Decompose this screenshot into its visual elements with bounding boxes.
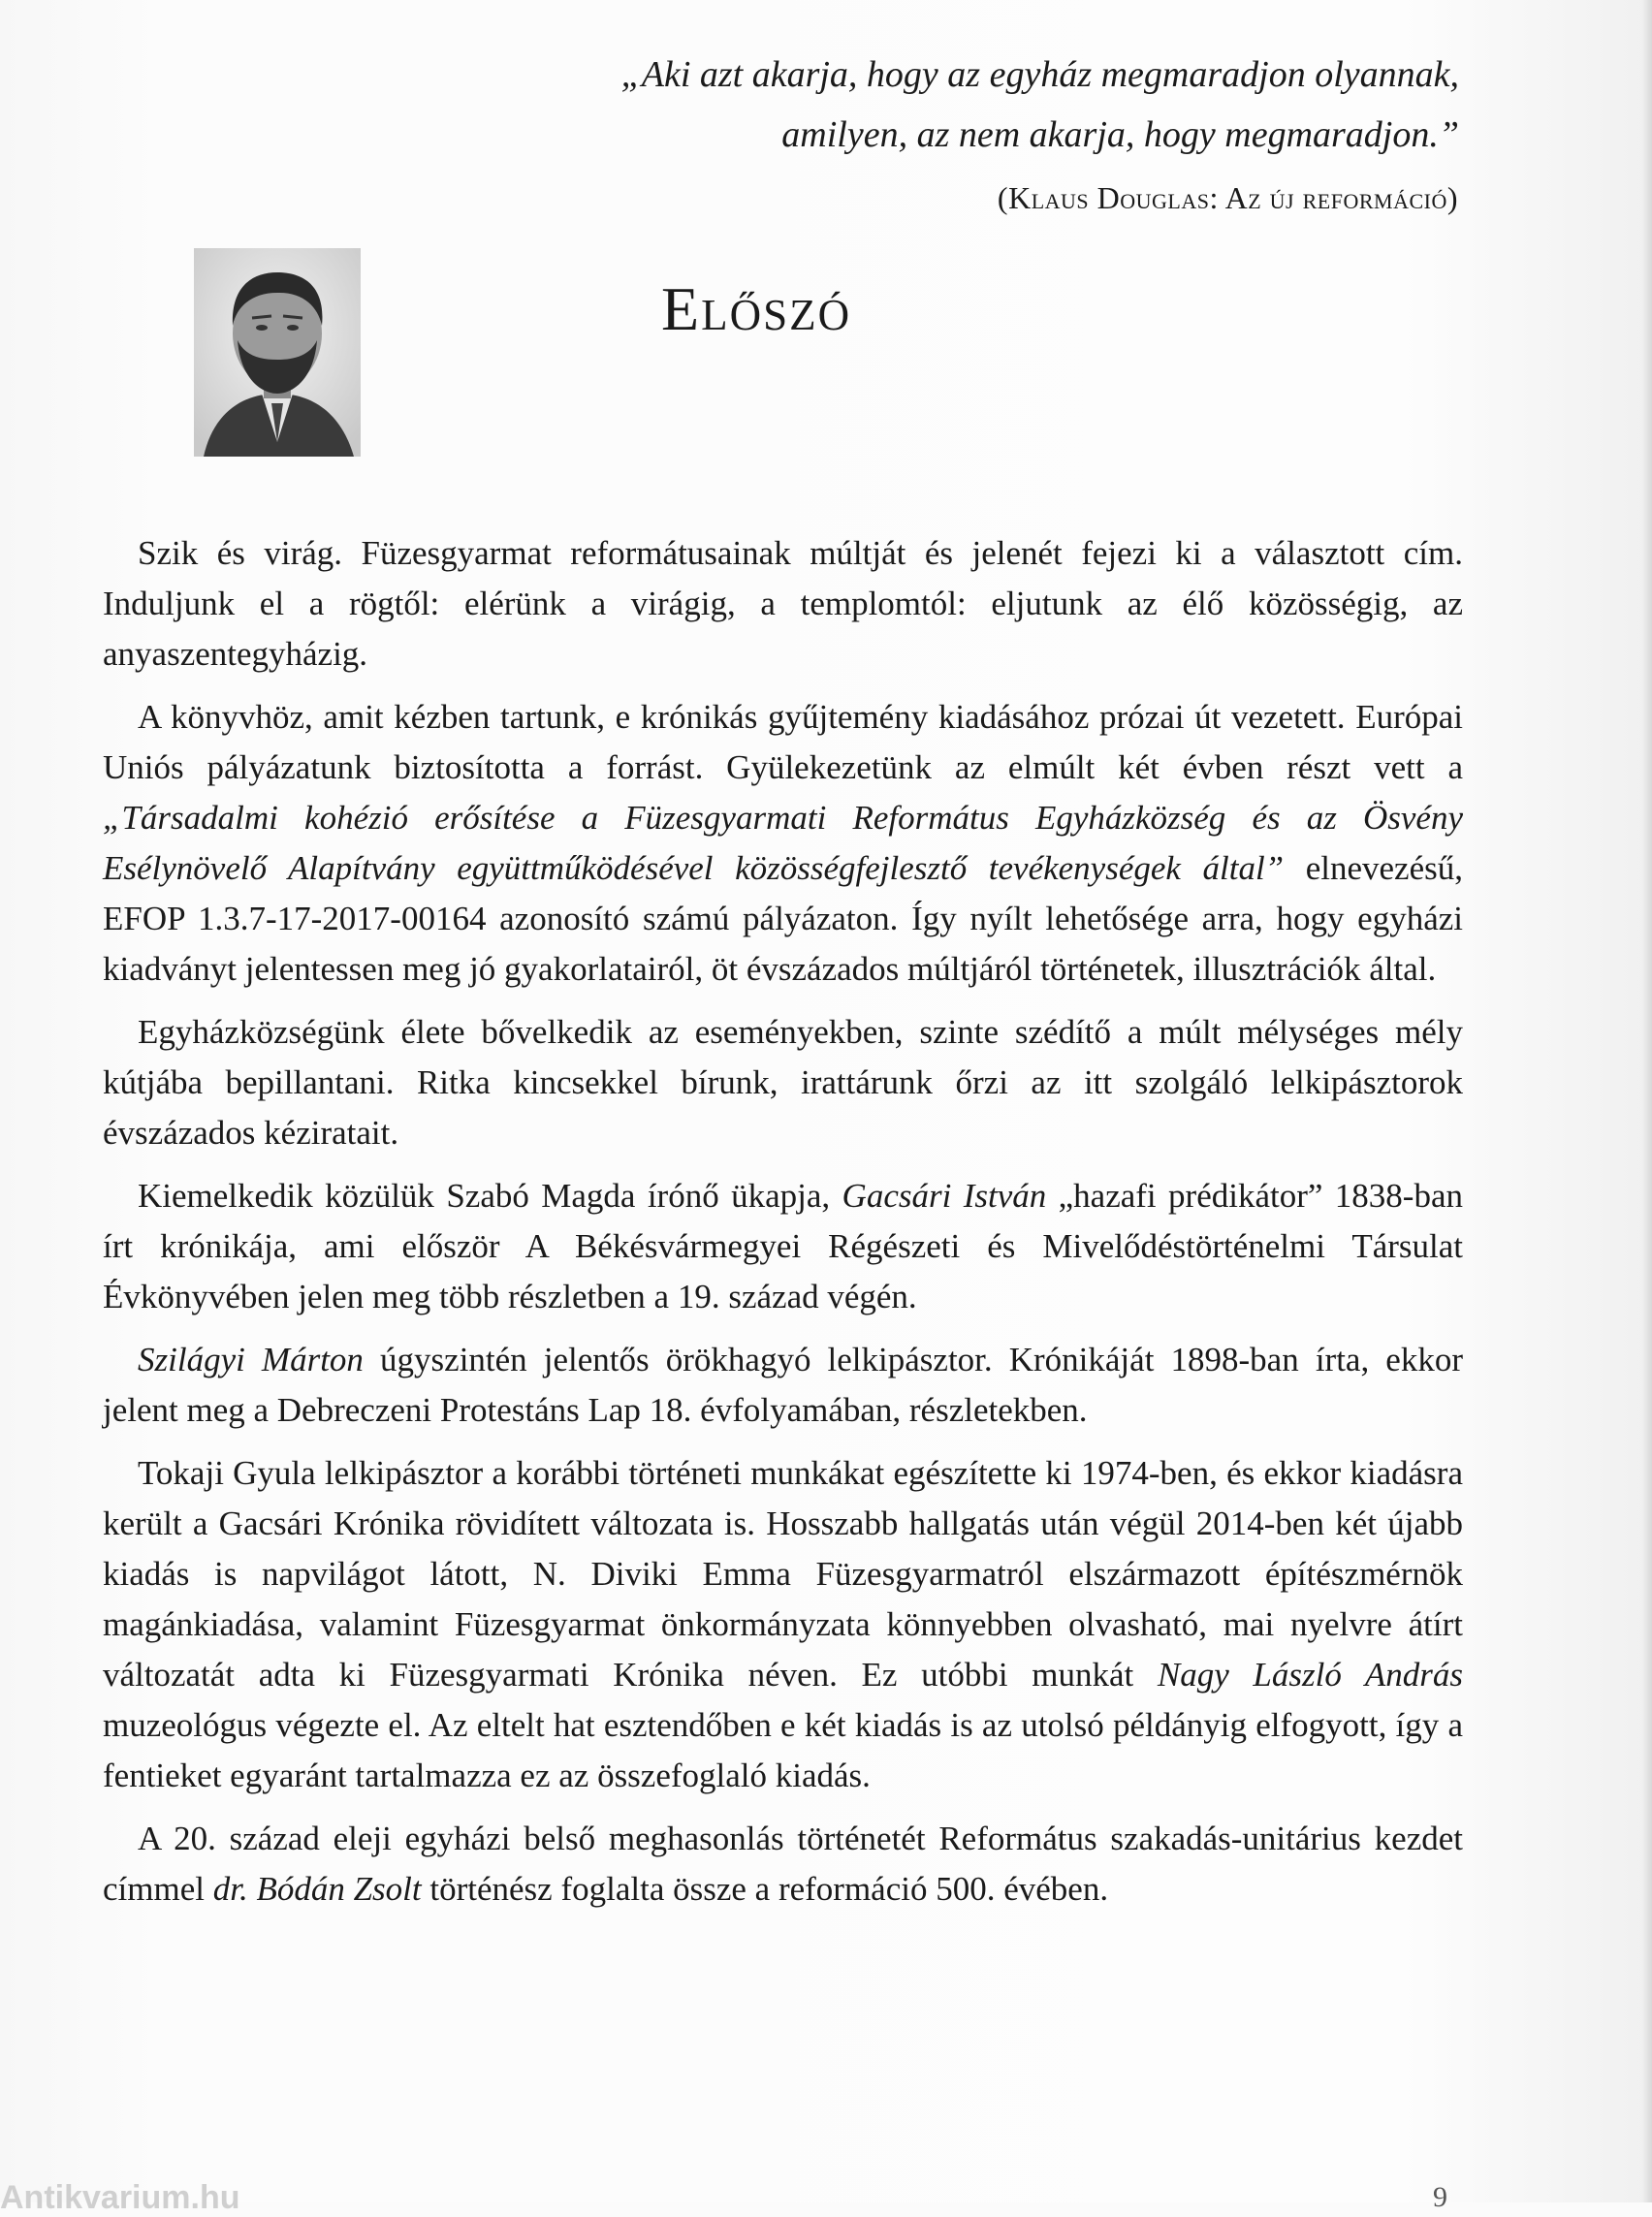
paragraph — [103, 1814, 1463, 1915]
epigraph-source: (Klaus Douglas: Az új reformáció) — [997, 180, 1458, 215]
paragraph-text: történész foglalta össze a reformáció 500. évében. — [421, 1870, 1109, 1908]
paragraph-text: Tokaji Gyula lelkipásztor a korábbi történeti munkákat egészítette ki 1974-ben, és ekkor kiadásra került a Gacsári Krónika rövidített változata is. Hosszabb hallgatás után végül 2014-ben két újabb kiadás is napvilágot látott, N. Diviki Emma Füzesgyarmatról elszármazott építészmérnök magánkiadása, valamint Füzesgyarmat önkormányzata könnyebben olvasható, mai nyelvre átírt változatát adta ki Füzesgyarmati Krónika néven. Ez utóbbi munkát — [103, 1454, 1463, 1694]
paragraph-italic: Gacsári István — [842, 1177, 1047, 1215]
paragraph-text: A könyvhöz, amit kézben tartunk, e krónikás gyűjtemény kiadásához prózai út vezetett. Európai Uniós pályázatunk biztosította a forrást. Gyülekezetünk az elmúlt két évben részt vett a — [103, 698, 1463, 786]
page-edge-shadow — [1642, 0, 1652, 2202]
paragraph — [103, 1171, 1463, 1322]
paragraph-text: Kiemelkedik közülük Szabó Magda írónő ükapja, — [138, 1177, 842, 1215]
paragraph-text: úgyszintén jelentős örökhagyó lelkipásztor. Krónikáját 1898-ban írta, ekkor jelent meg a Debreczeni Protestáns Lap 18. évfolyamában, részletekben. — [103, 1341, 1463, 1429]
epigraph — [320, 45, 1459, 165]
paragraph-text: „hazafi prédikátor” 1838-ban írt krónikája, ami először A Békésvármegyei Régészeti és Mivelődéstörténelmi Társulat Évkönyvében jelen meg több részletben a 19. század végén. — [103, 1177, 1463, 1315]
paragraph-italic: Szilágyi Márton — [138, 1341, 364, 1378]
paragraph-text: Szik és virág. Füzesgyarmat reformátusainak múltját és jelenét fejezi ki a választott cím. Induljunk el a rögtől: elérünk a virágig, a templomtól: eljutunk az élő közösségig, az anyaszentegyházig. — [103, 534, 1463, 673]
paragraph-italic: Nagy László András — [1157, 1656, 1463, 1694]
epigraph-line-1: „Aki azt akarja, hogy az egyház megmaradjon olyannak, — [620, 54, 1459, 95]
paragraph-text: Egyházközségünk élete bővelkedik az eseményekben, szinte szédítő a múlt mélységes mély kútjába bepillantani. Ritka kincsekkel bírunk, irattárunk őrzi az itt szolgáló lelkipásztorok évszázados kéziratait. — [103, 1013, 1463, 1152]
paragraph-text: muzeológus végezte el. Az eltelt hat esztendőben e két kiadás is az utolsó példányig elfogyott, így a fentieket egyaránt tartalmazza ez az összefoglaló kiadás. — [103, 1706, 1463, 1794]
portrait-photo-icon — [194, 248, 361, 457]
page-title: Előszó — [661, 274, 852, 343]
paragraph — [103, 1007, 1463, 1158]
epigraph-line-2: amilyen, az nem akarja, hogy megmaradjon.” — [781, 114, 1459, 155]
page-number: 9 — [1433, 2181, 1447, 2213]
paragraph-italic: dr. Bódán Zsolt — [212, 1870, 422, 1908]
paragraph — [103, 1335, 1463, 1436]
paragraph — [103, 1448, 1463, 1801]
paragraph-italic: „Társadalmi kohézió erősítése a Füzesgyarmati Református Egyházközség és az Ösvény Esélynövelő Alapítvány együttműködésével közösségfejlesztő tevékenységek által” — [103, 799, 1463, 887]
paragraph — [103, 692, 1463, 995]
author-portrait — [194, 248, 361, 457]
body-text — [103, 528, 1463, 1927]
watermark: Antikvarium.hu — [0, 2179, 240, 2216]
paragraph — [103, 528, 1463, 680]
paragraph-text: elnevezésű, EFOP 1.3.7-17-2017-00164 azonosító számú pályázaton. Így nyílt lehetősége arra, hogy egyházi kiadványt jelentessen meg jó gyakorlatairól, öt évszázados múltjáról történetek, illusztrációk által. — [103, 849, 1463, 988]
paragraph-text: A 20. század eleji egyházi belső meghasonlás történetét Református szakadás-unitárius kezdet címmel — [103, 1820, 1463, 1908]
